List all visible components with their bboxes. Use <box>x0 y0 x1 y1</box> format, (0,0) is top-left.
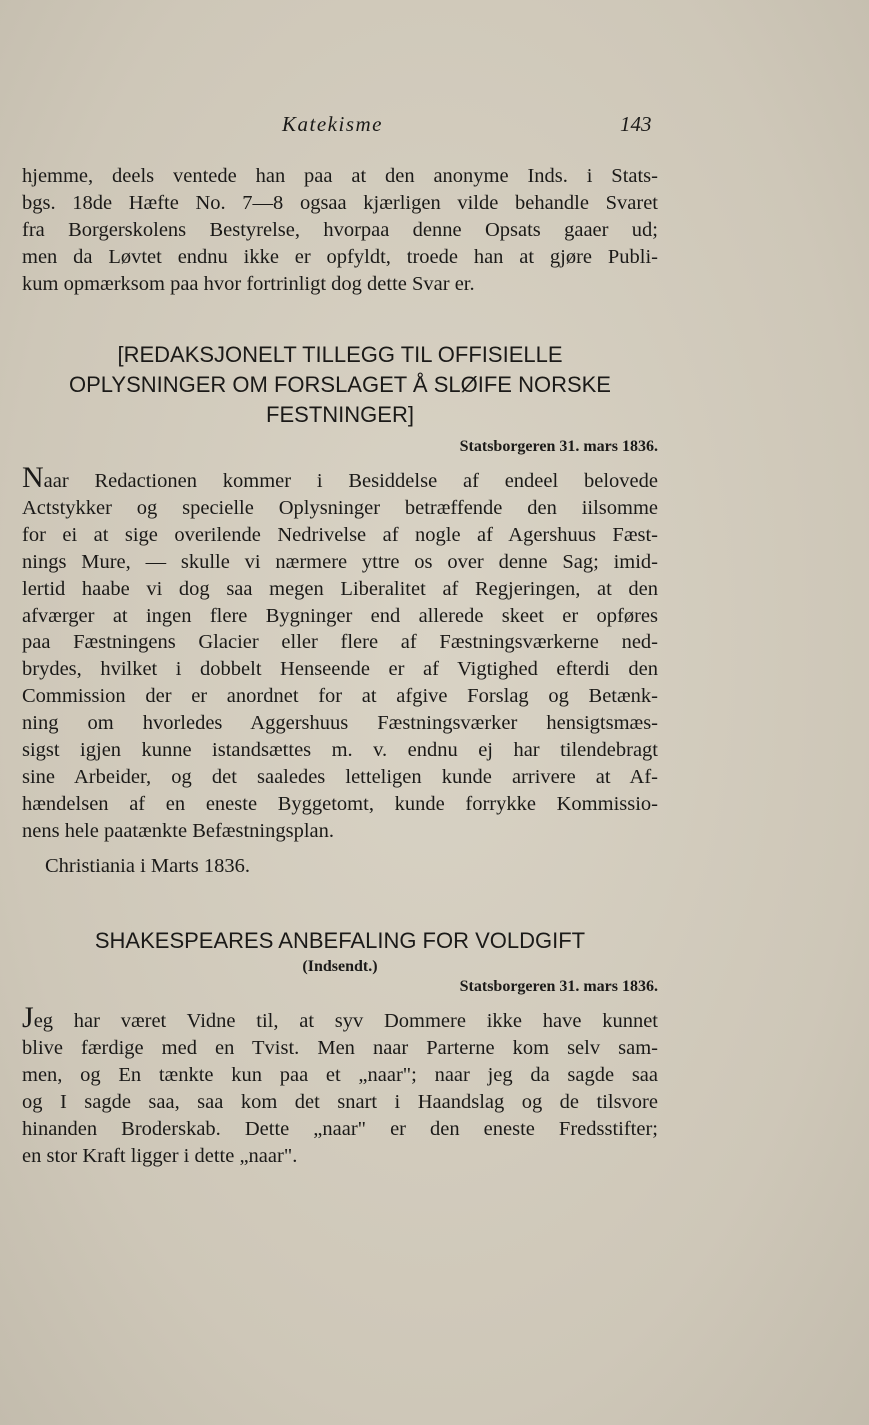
text-line: ning om hvorledes Aggershuus Fæstningsværker hensigtsmæs- <box>22 712 658 735</box>
festninger-source: Statsborgeren 31. mars 1836. <box>459 438 658 455</box>
place-date: Christiania i Marts 1836. <box>45 855 250 877</box>
text-line: hinanden Broderskab. Dette „naar" er den eneste Fredsstifter; <box>22 1117 658 1140</box>
festninger-paragraph <box>22 461 658 845</box>
voldgift-subnote: (Indsendt.) <box>302 958 378 975</box>
running-head <box>0 112 869 142</box>
text-line: blive færdige med en Tvist. Men naar Parterne kom selv sam- <box>22 1036 658 1059</box>
voldgift-paragraph <box>22 1001 658 1169</box>
voldgift-heading <box>22 926 658 956</box>
text-line: nens hele paatænkte Befæstningsplan. <box>22 819 334 842</box>
text-line: sigst igjen kunne istandsættes m. v. endnu ej har tilendebragt <box>22 739 658 762</box>
intro-paragraph <box>22 163 658 298</box>
voldgift-source: Statsborgeren 31. mars 1836. <box>459 978 658 995</box>
text-line: bgs. 18de Hæfte No. 7—8 ogsaa kjærligen vilde behandle Svaret <box>22 191 658 214</box>
text-line: Jeg har været Vidne til, at syv Dommere ikke have kunnet <box>22 1001 658 1034</box>
heading-line: FESTNINGER] <box>266 402 414 427</box>
text-line: Naar Redactionen kommer i Besiddelse af endeel belovede <box>22 461 658 494</box>
text-line: nings Mure, — skulle vi nærmere yttre os over denne Sag; imid- <box>22 550 658 573</box>
heading-line: [REDAKSJONELT TILLEGG TIL OFFISIELLE <box>117 342 563 367</box>
drop-letter: N <box>22 461 44 494</box>
text-line: Commission der er anordnet for at afgive Forslag og Betænk- <box>22 685 658 708</box>
text-line: afværger at ingen flere Bygninger end allerede skeet er opføres <box>22 604 658 627</box>
text-line: paa Fæstningens Glacier eller flere af Fæstningsværkerne ned- <box>22 631 658 654</box>
heading-line: OPLYSNINGER OM FORSLAGET Å SLØIFE NORSKE <box>69 372 611 397</box>
text-line: men, og En tænkte kun paa et „naar"; naar jeg da sagde saa <box>22 1063 658 1086</box>
text-line: sine Arbeider, og det saaledes letteligen kunde arrivere at Af- <box>22 765 658 788</box>
text-line: kum opmærksom paa hvor fortrinligt dog dette Svar er. <box>22 272 475 295</box>
running-title: Katekisme <box>282 112 383 136</box>
text-line: hjemme, deels ventede han paa at den anonyme Inds. i Stats- <box>22 165 658 187</box>
festninger-heading <box>22 340 658 430</box>
text-line: og I sagde saa, saa kom det snart i Haandslag og de tilsvore <box>22 1090 658 1113</box>
drop-letter: J <box>22 1001 34 1034</box>
text-line: hændelsen af en eneste Byggetomt, kunde forrykke Kommissio- <box>22 792 658 815</box>
page-number: 143 <box>620 112 652 136</box>
heading-line: SHAKESPEARES ANBEFALING FOR VOLDGIFT <box>94 928 586 953</box>
text-line: Actstykker og specielle Oplysninger betræffende den iilsomme <box>22 496 658 519</box>
text-line: brydes, hvilket i dobbelt Henseende er af Vigtighed efterdi den <box>22 658 658 681</box>
text-line: men da Løvtet endnu ikke er opfyldt, troede han at gjøre Publi- <box>22 245 658 268</box>
text-line: lertid haabe vi dog saa megen Liberalitet af Regjeringen, at den <box>22 577 658 600</box>
text-line: fra Borgerskolens Bestyrelse, hvorpaa denne Opsats gaaer ud; <box>22 218 658 241</box>
text-line: for ei at sige overilende Nedrivelse af nogle af Agershuus Fæst- <box>22 523 658 546</box>
text-line: en stor Kraft ligger i dette „naar". <box>22 1144 298 1167</box>
